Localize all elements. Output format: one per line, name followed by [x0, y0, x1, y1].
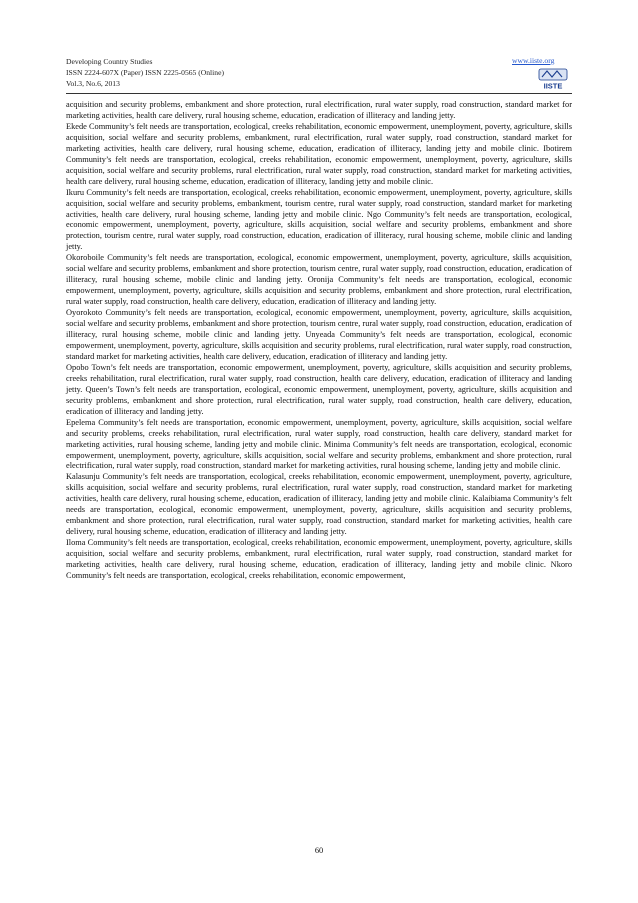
- body-paragraph: Ikuru Community’s felt needs are transportation, ecological, creeks rehabilitation, economic empowerment, unemployment, poverty, agriculture, skills acquisition, social welfare and security problems, embankment, tourism centre, rural water supply, road construction, standard market for marketing activities, health care delivery, rural housing scheme, landing jetty and mobile clinic. Ngo Community’s felt needs are transportation, ecological, economic empowerment, unemployment, poverty, agriculture, skills acquisition, social welfare and security problems, embankment and shore protection, tourism centre, rural water supply, road construction, education, eradication of illiteracy, rural housing scheme, mobile clinic and landing jetty.: [66, 187, 572, 252]
- iiste-logo: [538, 68, 568, 90]
- body-paragraph: Oyorokoto Community’s felt needs are transportation, ecological, economic empowerment, unemployment, poverty, agriculture, skills acquisition, social welfare and security problems, embankment and shore protection, tourism centre, rural water supply, road construction, education, eradication of illiteracy, rural housing scheme, mobile clinic and landing jetty. Unyeada Community’s felt needs are transportation, ecological, economic empowerment, unemployment, poverty, agriculture, skills acquisition and security problems, rural electrification, rural water supply, road construction, standard market for marketing activities, health care delivery, education, eradication of illiteracy and landing jetty.: [66, 308, 572, 361]
- journal-title: Developing Country Studies: [66, 57, 153, 66]
- journal-volume: Vol.3, No.6, 2013: [66, 79, 120, 88]
- body-paragraph: acquisition and security problems, embankment and shore protection, rural electrification, rural water supply, road construction, standard market for marketing activities, health care delivery, rural housing scheme, education, eradication of illiteracy and landing jetty.: [66, 100, 572, 120]
- body-paragraph: Okoroboile Community’s felt needs are transportation, ecological, economic empowerment, unemployment, poverty, agriculture, skills acquisition, social welfare and security problems, embankment and shore protection, tourism centre, rural water supply, road construction, education, eradication of illiteracy, rural housing scheme, mobile clinic and landing jetty. Oronija Community’s felt needs are transportation, ecological, economic empowerment, unemployment, poverty, agriculture, skills acquisition and security problems, embankment and shore protection, rural electrification, rural water supply, road construction, health care delivery, education, eradication of illiteracy and landing jetty.: [66, 253, 572, 307]
- article-body: [66, 100, 572, 582]
- header-divider: [66, 93, 572, 94]
- body-paragraph: Kalasunju Community’s felt needs are transportation, ecological, creeks rehabilitation, economic empowerment, unemployment, poverty, agriculture, skills acquisition, social welfare and security problems, rural electrification, rural water supply, road construction, standard market for marketing activities, health care delivery, rural housing scheme, education, eradication of illiteracy, landing jetty and mobile clinic. Kalaibiama Community’s felt needs are transportation, ecological, economic empowerment, unemployment, poverty, agriculture, skills acquisition and security problems, embankment and shore protection, rural electrification, rural water supply, road construction, standard market for marketing activities, health care delivery, rural housing scheme, education, eradication of illiteracy and landing jetty.: [66, 472, 572, 537]
- body-paragraph: Iloma Community’s felt needs are transportation, ecological, creeks rehabilitation, economic empowerment, unemployment, poverty, agriculture, skills acquisition, social welfare and security problems, embankment, rural electrification, rural water supply, road construction, standard market for marketing activities, health care delivery, rural housing scheme, education, eradication of illiteracy, landing jetty and mobile clinic. Nkoro Community’s felt needs are transportation, ecological, creeks rehabilitation, economic empowerment,: [66, 538, 572, 580]
- journal-issn: ISSN 2224-607X (Paper) ISSN 2225-0565 (Online): [66, 68, 224, 77]
- body-paragraph: Opobo Town’s felt needs are transportation, economic empowerment, unemployment, poverty, agriculture, skills acquisition and security problems, creeks rehabilitation, rural electrification, rural water supply, road construction, health care delivery, education, eradication of illiteracy and landing jetty. Queen’s Town’s felt needs are transportation, ecological, economic empowerment, unemployment, poverty, agriculture, skills acquisition and security problems, embankment and shore protection, rural electrification, rural water supply, road construction, health care delivery, education, eradication of illiteracy and landing jetty.: [66, 362, 572, 416]
- body-paragraph: Epelema Community’s felt needs are transportation, economic empowerment, unemployment, poverty, agriculture, skills acquisition, social welfare and security problems, creeks rehabilitation, rural electrification, rural water supply, road construction, health care delivery, standard market for marketing activities, rural housing scheme, landing jetty and mobile clinic. Minima Community’s felt needs are transportation, ecological, economic empowerment, unemployment, poverty, agriculture, skills acquisition, social welfare and security problems, embankment and shore protection, rural electrification, rural water supply, road construction, standard market for marketing activities, rural housing scheme, landing jetty and mobile clinic.: [66, 417, 572, 471]
- page-number: 60: [314, 846, 324, 855]
- journal-url-link[interactable]: www.iiste.org: [512, 56, 555, 65]
- body-paragraph: Ekede Community’s felt needs are transportation, ecological, creeks rehabilitation, economic empowerment, unemployment, poverty, agriculture, skills acquisition, social welfare and security problems, embankment, rural electrification, rural water supply, road construction, standard market for marketing activities, health care delivery, rural housing scheme, education, eradication of illiteracy, landing jetty and mobile clinic. Ibotirem Community’s felt needs are transportation, ecological, creeks rehabilitation, economic empowerment, unemployment, poverty, agriculture, skills acquisition, social welfare and security problems, rural electrification, rural water supply, road construction, standard market for marketing activities, health care delivery, rural housing scheme, education, eradication of illiteracy, landing jetty and mobile clinic.: [66, 121, 572, 186]
- svg-text:IISTE: IISTE: [543, 81, 563, 90]
- journal-header: [66, 56, 224, 89]
